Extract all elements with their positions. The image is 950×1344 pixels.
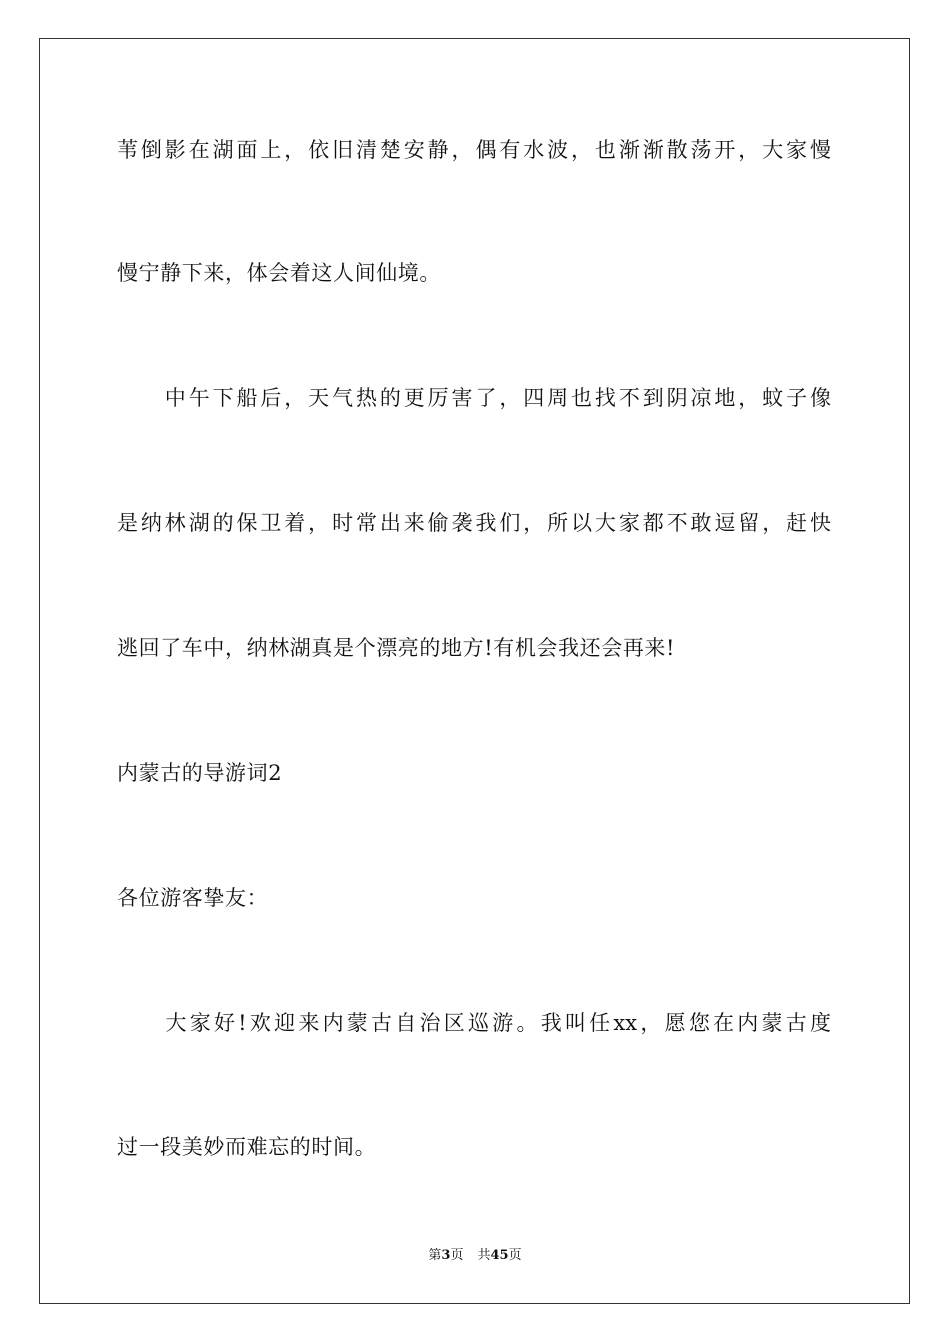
section-heading: 内蒙古的导游词2 bbox=[117, 761, 283, 785]
paragraph-line: 苇倒影在湖面上，依旧清楚安静，偶有水波，也渐渐散荡开，大家慢 bbox=[117, 138, 831, 162]
paragraph-line: 过一段美妙而难忘的时间。 bbox=[117, 1135, 377, 1159]
salutation-line: 各位游客挚友： bbox=[117, 886, 269, 910]
page-prefix: 第 bbox=[428, 1248, 442, 1263]
paragraph-line: 慢宁静下来，体会着这人间仙境。 bbox=[117, 261, 441, 285]
total-suffix: 页 bbox=[508, 1248, 522, 1263]
total-pages: 45 bbox=[490, 1248, 509, 1263]
page-border bbox=[39, 38, 910, 1304]
paragraph-line: 逃回了车中，纳林湖真是个漂亮的地方!有机会我还会再来! bbox=[117, 636, 676, 660]
paragraph-line: 是纳林湖的保卫着，时常出来偷袭我们，所以大家都不敢逗留，赶快 bbox=[117, 511, 831, 535]
paragraph-line: 中午下船后，天气热的更厉害了，四周也找不到阴凉地，蚊子像 bbox=[117, 386, 831, 410]
paragraph-line: 大家好!欢迎来内蒙古自治区巡游。我叫任xx，愿您在内蒙古度 bbox=[117, 1011, 831, 1035]
page-number: 3 bbox=[441, 1248, 451, 1263]
page-footer bbox=[0, 1247, 950, 1265]
page-suffix: 页 bbox=[450, 1248, 464, 1263]
total-prefix: 共 bbox=[477, 1248, 491, 1263]
